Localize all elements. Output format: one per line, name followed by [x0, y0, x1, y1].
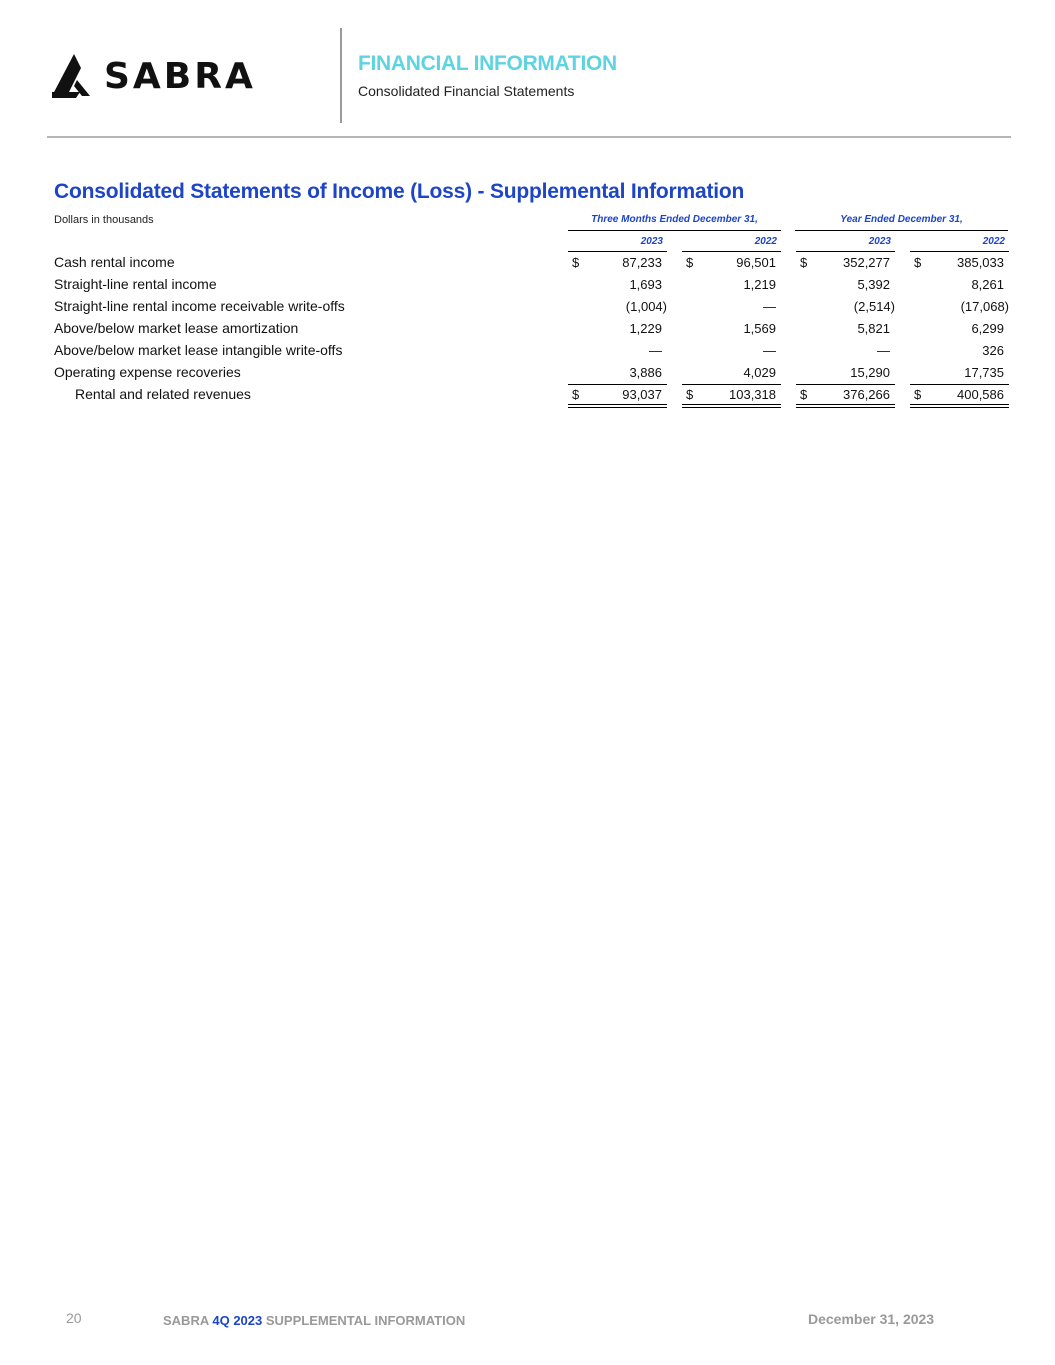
currency-symbol: $: [686, 387, 694, 402]
header-divider: [340, 28, 342, 123]
table-cell: 1,569: [743, 321, 776, 336]
page-number: 20: [66, 1310, 82, 1326]
table-cell: 17,735: [964, 365, 1004, 380]
table-cell: 96,501: [736, 255, 776, 270]
table-cell: 103,318: [729, 387, 776, 402]
sabra-logo: [52, 50, 296, 100]
row-label: Cash rental income: [54, 254, 175, 270]
table-cell: 4,029: [743, 365, 776, 380]
row-label: Operating expense recoveries: [54, 364, 241, 380]
table-row: [0, 384, 1055, 406]
table-cell: —: [649, 343, 662, 358]
double-rule: [568, 404, 667, 405]
sum-rule: [910, 384, 1009, 385]
group-header-three-months: Three Months Ended December 31,: [591, 214, 758, 225]
table-row: [0, 274, 1055, 296]
footer-company: SABRA: [163, 1313, 209, 1328]
column-header-year: 2022: [982, 236, 1005, 247]
column-header-year: 2023: [868, 236, 891, 247]
section-title: FINANCIAL INFORMATION: [358, 52, 617, 75]
table-cell: 1,693: [629, 277, 662, 292]
footer-period: 4Q 2023: [212, 1313, 263, 1328]
table-cell: 8,261: [971, 277, 1004, 292]
row-label: Rental and related revenues: [75, 386, 251, 402]
units-note: Dollars in thousands: [54, 214, 154, 226]
double-rule: [910, 407, 1009, 408]
sum-rule: [568, 384, 667, 385]
table-cell: 5,821: [857, 321, 890, 336]
sum-rule: [796, 384, 895, 385]
double-rule: [910, 404, 1009, 405]
logo-wordmark: SABRA: [104, 56, 256, 97]
column-header-year: 2022: [754, 236, 777, 247]
table-cell: (2,514): [853, 299, 895, 314]
table-cell: 6,299: [971, 321, 1004, 336]
table-cell: 15,290: [850, 365, 890, 380]
double-rule: [682, 407, 781, 408]
currency-symbol: $: [800, 387, 808, 402]
double-rule: [796, 404, 895, 405]
table-row: [0, 340, 1055, 362]
table-cell: 385,033: [957, 255, 1004, 270]
table-cell: 93,037: [622, 387, 662, 402]
table-cell: —: [763, 343, 776, 358]
table-row: [0, 362, 1055, 384]
row-label: Straight-line rental income receivable write-offs: [54, 298, 345, 314]
table-row: [0, 318, 1055, 340]
section-subtitle: Consolidated Financial Statements: [358, 83, 575, 99]
footer-label: SUPPLEMENTAL INFORMATION: [265, 1313, 466, 1328]
group-header-year: Year Ended December 31,: [840, 214, 963, 225]
currency-symbol: $: [800, 255, 808, 270]
table-row: [0, 296, 1055, 318]
group-rule: [568, 230, 781, 231]
table-cell: 326: [982, 343, 1004, 358]
table-cell: 400,586: [957, 387, 1004, 402]
table-cell: —: [877, 343, 890, 358]
table-cell: 1,229: [629, 321, 662, 336]
table-cell: (1,004): [625, 299, 667, 314]
table-row: [0, 252, 1055, 274]
currency-symbol: $: [914, 255, 922, 270]
currency-symbol: $: [686, 255, 694, 270]
row-label: Above/below market lease amortization: [54, 320, 299, 336]
row-label: Above/below market lease intangible write-offs: [54, 342, 343, 358]
currency-symbol: $: [914, 387, 922, 402]
column-header-year: 2023: [640, 236, 663, 247]
table-cell: 87,233: [622, 255, 662, 270]
row-label: Straight-line rental income: [54, 276, 217, 292]
currency-symbol: $: [572, 255, 580, 270]
currency-symbol: $: [572, 387, 580, 402]
group-rule: [795, 230, 1008, 231]
table-cell: 376,266: [843, 387, 890, 402]
table-cell: (17,068): [960, 299, 1009, 314]
double-rule: [796, 407, 895, 408]
footer-title: [163, 1313, 465, 1328]
table-cell: 3,886: [629, 365, 662, 380]
double-rule: [568, 407, 667, 408]
sum-rule: [682, 384, 781, 385]
double-rule: [682, 404, 781, 405]
table-cell: 352,277: [843, 255, 890, 270]
header-rule: [47, 136, 1011, 138]
table-title: Consolidated Statements of Income (Loss) - Supplemental Information: [54, 180, 745, 203]
table-cell: 1,219: [743, 277, 776, 292]
table-cell: —: [763, 299, 776, 314]
footer-date: December 31, 2023: [808, 1311, 935, 1327]
table-cell: 5,392: [857, 277, 890, 292]
